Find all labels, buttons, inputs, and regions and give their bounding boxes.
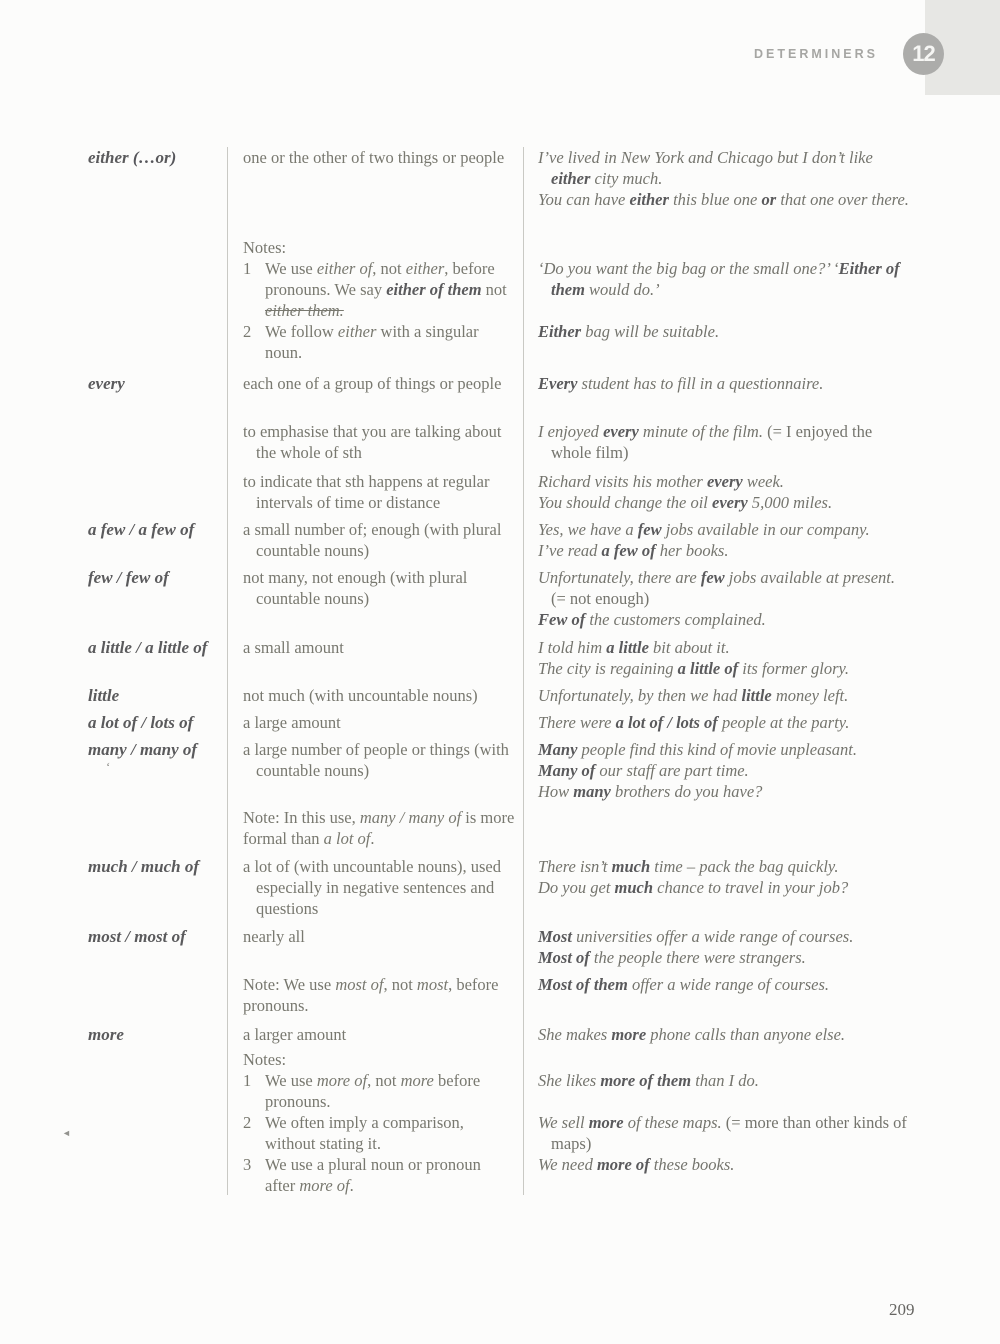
term-label: a few / a few of <box>88 520 195 539</box>
table-row <box>88 712 960 733</box>
definition-text: one or the other of two things or people <box>243 148 505 167</box>
example-sentence: Many people find this kind of movie unpleasant. <box>538 740 857 759</box>
term-label: a lot of / lots of <box>88 713 194 732</box>
definition-cell <box>243 237 538 321</box>
examples-group <box>538 926 910 968</box>
chapter-number: 12 <box>912 41 935 66</box>
term-cell <box>88 637 243 658</box>
note-text: We use more of, not more before pronouns. <box>265 1071 481 1111</box>
table-row <box>88 637 960 679</box>
examples-group <box>538 373 910 394</box>
example-sentence: We sell more of these maps. (= more than other kinds of maps) <box>538 1113 907 1153</box>
example-sentence: Unfortunately, there are few jobs available at present. (= not enough) <box>538 568 895 608</box>
term-cell <box>88 1024 243 1045</box>
examples-cell <box>538 421 960 463</box>
term-cell <box>88 739 243 774</box>
examples-group <box>538 1070 910 1091</box>
definition-cell <box>243 807 538 849</box>
definition-text: a larger amount <box>243 1025 347 1044</box>
example-sentence: Every student has to fill in a questionnaire. <box>538 374 824 393</box>
note-text: We use either of, not either, before pronouns. We say either of them not either them. <box>265 259 507 320</box>
term-cell <box>88 373 243 394</box>
term-cell <box>88 1112 243 1113</box>
term-label: much / much of <box>88 857 199 876</box>
example-sentence: You should change the oil every 5,000 miles. <box>538 493 833 512</box>
examples-cell <box>538 471 960 513</box>
table-row <box>88 321 960 363</box>
term-cell <box>88 519 243 540</box>
examples-group <box>538 637 910 679</box>
column-divider-left <box>227 147 228 1195</box>
section-header-label: DETERMINERS <box>754 47 878 61</box>
term-label: a little / a little of <box>88 638 208 657</box>
example-sentence: Yes, we have a few jobs available in our company. <box>538 520 870 539</box>
note-item <box>243 258 515 321</box>
term-cell <box>88 567 243 588</box>
chapter-number-badge <box>903 33 944 75</box>
term-cell <box>88 974 243 975</box>
example-sentence: I enjoyed every minute of the film. (= I enjoyed the whole film) <box>538 422 873 462</box>
examples-cell <box>538 807 960 808</box>
examples-cell <box>538 1024 960 1045</box>
definition-cell <box>243 712 538 733</box>
example-sentence: I’ve read a few of her books. <box>538 541 729 560</box>
example-sentence: Most universities offer a wide range of courses. <box>538 927 854 946</box>
definition-text: a large amount <box>243 713 341 732</box>
example-sentence: How many brothers do you have? <box>538 782 763 801</box>
example-sentence: Unfortunately, by then we had little money left. <box>538 686 849 705</box>
term-cell <box>88 321 243 322</box>
definition-cell <box>243 147 538 168</box>
table-row <box>88 421 960 463</box>
definition-cell <box>243 739 538 781</box>
term-label: either (…or) <box>88 148 177 167</box>
examples-cell <box>538 567 960 630</box>
example-sentence: I told him a little bit about it. <box>538 638 730 657</box>
definition-text: a large number of people or things (with countable nouns) <box>243 740 509 780</box>
scan-artifact-apostrophe: ‘ <box>106 759 111 774</box>
note-text: We often imply a comparison, without stating it. <box>265 1113 464 1153</box>
examples-cell <box>538 926 960 968</box>
table-row <box>88 807 960 849</box>
example-sentence: Most of the people there were strangers. <box>538 948 806 967</box>
table-row <box>88 1154 960 1196</box>
examples-cell <box>538 1154 960 1175</box>
term-label: few / few of <box>88 568 169 587</box>
determiners-table <box>88 147 960 1196</box>
example-sentence: She likes more of them than I do. <box>538 1071 759 1090</box>
definition-text: a small number of; enough (with plural countable nouns) <box>243 520 502 560</box>
definition-cell <box>243 1024 538 1045</box>
definition-cell <box>243 519 538 561</box>
term-cell <box>88 807 243 808</box>
examples-cell <box>538 373 960 394</box>
table-row <box>88 147 960 235</box>
examples-cell <box>538 712 960 733</box>
example-sentence: There isn’t much time – pack the bag quickly. <box>538 857 839 876</box>
definition-cell <box>243 1049 538 1112</box>
examples-group <box>538 567 910 630</box>
term-label: every <box>88 374 125 393</box>
example-sentence: We need more of these books. <box>538 1155 735 1174</box>
example-sentence: Do you get much chance to travel in your job? <box>538 878 849 897</box>
examples-cell <box>538 1049 960 1091</box>
definition-cell <box>243 321 538 363</box>
table-row <box>88 567 960 630</box>
notes-label: Notes: <box>243 1050 287 1069</box>
examples-group <box>538 471 910 513</box>
table-row <box>88 926 960 968</box>
note-number: 3 <box>243 1155 252 1174</box>
table-row <box>88 1112 960 1154</box>
term-cell <box>88 1154 243 1155</box>
definition-cell <box>243 373 538 394</box>
note-text: We follow either with a singular noun. <box>265 322 479 362</box>
term-label: more <box>88 1025 124 1044</box>
examples-cell <box>538 685 960 706</box>
term-label: little <box>88 686 120 705</box>
example-sentence: I’ve lived in New York and Chicago but I don’t like either city much. <box>538 148 873 188</box>
examples-group <box>538 421 910 463</box>
examples-group <box>538 739 910 802</box>
notes-label: Notes: <box>243 238 287 257</box>
term-cell <box>88 926 243 947</box>
table-row <box>88 471 960 513</box>
example-sentence: There were a lot of / lots of people at the party. <box>538 713 850 732</box>
table-row <box>88 519 960 561</box>
definition-text: a small amount <box>243 638 344 657</box>
note-number: 2 <box>243 322 252 341</box>
table-row <box>88 974 960 1016</box>
examples-group <box>538 258 910 300</box>
definition-cell <box>243 1112 538 1154</box>
definition-cell <box>243 926 538 947</box>
term-cell <box>88 1049 243 1050</box>
note-text: We use a plural noun or pronoun after more of. <box>265 1155 481 1195</box>
example-sentence: Most of them offer a wide range of courses. <box>538 975 830 994</box>
examples-cell <box>538 974 960 995</box>
example-sentence: Few of the customers complained. <box>538 610 766 629</box>
examples-group <box>538 685 910 706</box>
definition-cell <box>243 974 538 1016</box>
definition-text: to indicate that sth happens at regular intervals of time or distance <box>243 472 490 512</box>
note-number: 2 <box>243 1113 252 1132</box>
examples-group <box>538 321 910 342</box>
table-row <box>88 739 960 802</box>
note-item <box>243 1154 515 1196</box>
examples-group <box>538 1112 910 1154</box>
example-sentence: She makes more phone calls than anyone else. <box>538 1025 846 1044</box>
table-row <box>88 856 960 919</box>
note-text: Note: In this use, many / many of is more formal than a lot of. <box>243 808 515 848</box>
note-number: 1 <box>243 1071 252 1090</box>
term-cell <box>88 237 243 238</box>
examples-cell <box>538 237 960 300</box>
examples-cell <box>538 856 960 898</box>
table-row <box>88 685 960 706</box>
term-cell <box>88 421 243 422</box>
term-cell <box>88 856 243 877</box>
examples-cell <box>538 739 960 802</box>
term-cell <box>88 147 243 168</box>
table-rows <box>88 147 960 1196</box>
term-cell <box>88 685 243 706</box>
table-row <box>88 1024 960 1045</box>
term-cell <box>88 471 243 472</box>
note-number: 1 <box>243 259 252 278</box>
examples-group <box>538 1024 910 1045</box>
note-text: Note: We use most of, not most, before pronouns. <box>243 975 499 1015</box>
definition-cell <box>243 567 538 609</box>
definition-cell <box>243 471 538 513</box>
note-item <box>243 1070 515 1112</box>
term-cell <box>88 712 243 733</box>
definition-cell <box>243 685 538 706</box>
term-label: most / most of <box>88 927 186 946</box>
page-number: 209 <box>889 1300 915 1319</box>
example-sentence: Many of our staff are part time. <box>538 761 749 780</box>
example-sentence: You can have either this blue one or that one over there. <box>538 190 909 209</box>
definition-text: to emphasise that you are talking about the whole of sth <box>243 422 502 462</box>
definition-cell <box>243 637 538 658</box>
example-sentence: Richard visits his mother every week. <box>538 472 784 491</box>
note-item <box>243 321 515 363</box>
scan-artifact-mark: ◄ <box>62 1128 71 1138</box>
examples-cell <box>538 147 960 210</box>
examples-group <box>538 974 910 995</box>
definition-text: a lot of (with uncountable nouns), used especially in negative sentences and questions <box>243 857 501 918</box>
definition-cell <box>243 421 538 463</box>
examples-cell <box>538 637 960 679</box>
table-row <box>88 237 960 321</box>
definition-text: nearly all <box>243 927 305 946</box>
examples-group <box>538 712 910 733</box>
definition-text: each one of a group of things or people <box>243 374 502 393</box>
definition-text: not many, not enough (with plural countable nouns) <box>243 568 468 608</box>
table-row <box>88 373 960 415</box>
table-row <box>88 1049 960 1112</box>
column-divider-right <box>523 147 524 1195</box>
examples-group <box>538 519 910 561</box>
definition-cell <box>243 856 538 919</box>
examples-group <box>538 856 910 898</box>
example-sentence: The city is regaining a little of its former glory. <box>538 659 850 678</box>
definition-cell <box>243 1154 538 1196</box>
definition-text: not much (with uncountable nouns) <box>243 686 478 705</box>
examples-group <box>538 1154 910 1175</box>
example-sentence: Either bag will be suitable. <box>538 322 720 341</box>
examples-group <box>538 147 910 210</box>
example-sentence: ‘Do you want the big bag or the small one?’ ‘Either of them would do.’ <box>538 259 900 299</box>
examples-cell <box>538 1112 960 1154</box>
examples-cell <box>538 519 960 561</box>
term-label: many / many of <box>88 740 198 759</box>
examples-cell <box>538 321 960 342</box>
note-item <box>243 1112 515 1154</box>
